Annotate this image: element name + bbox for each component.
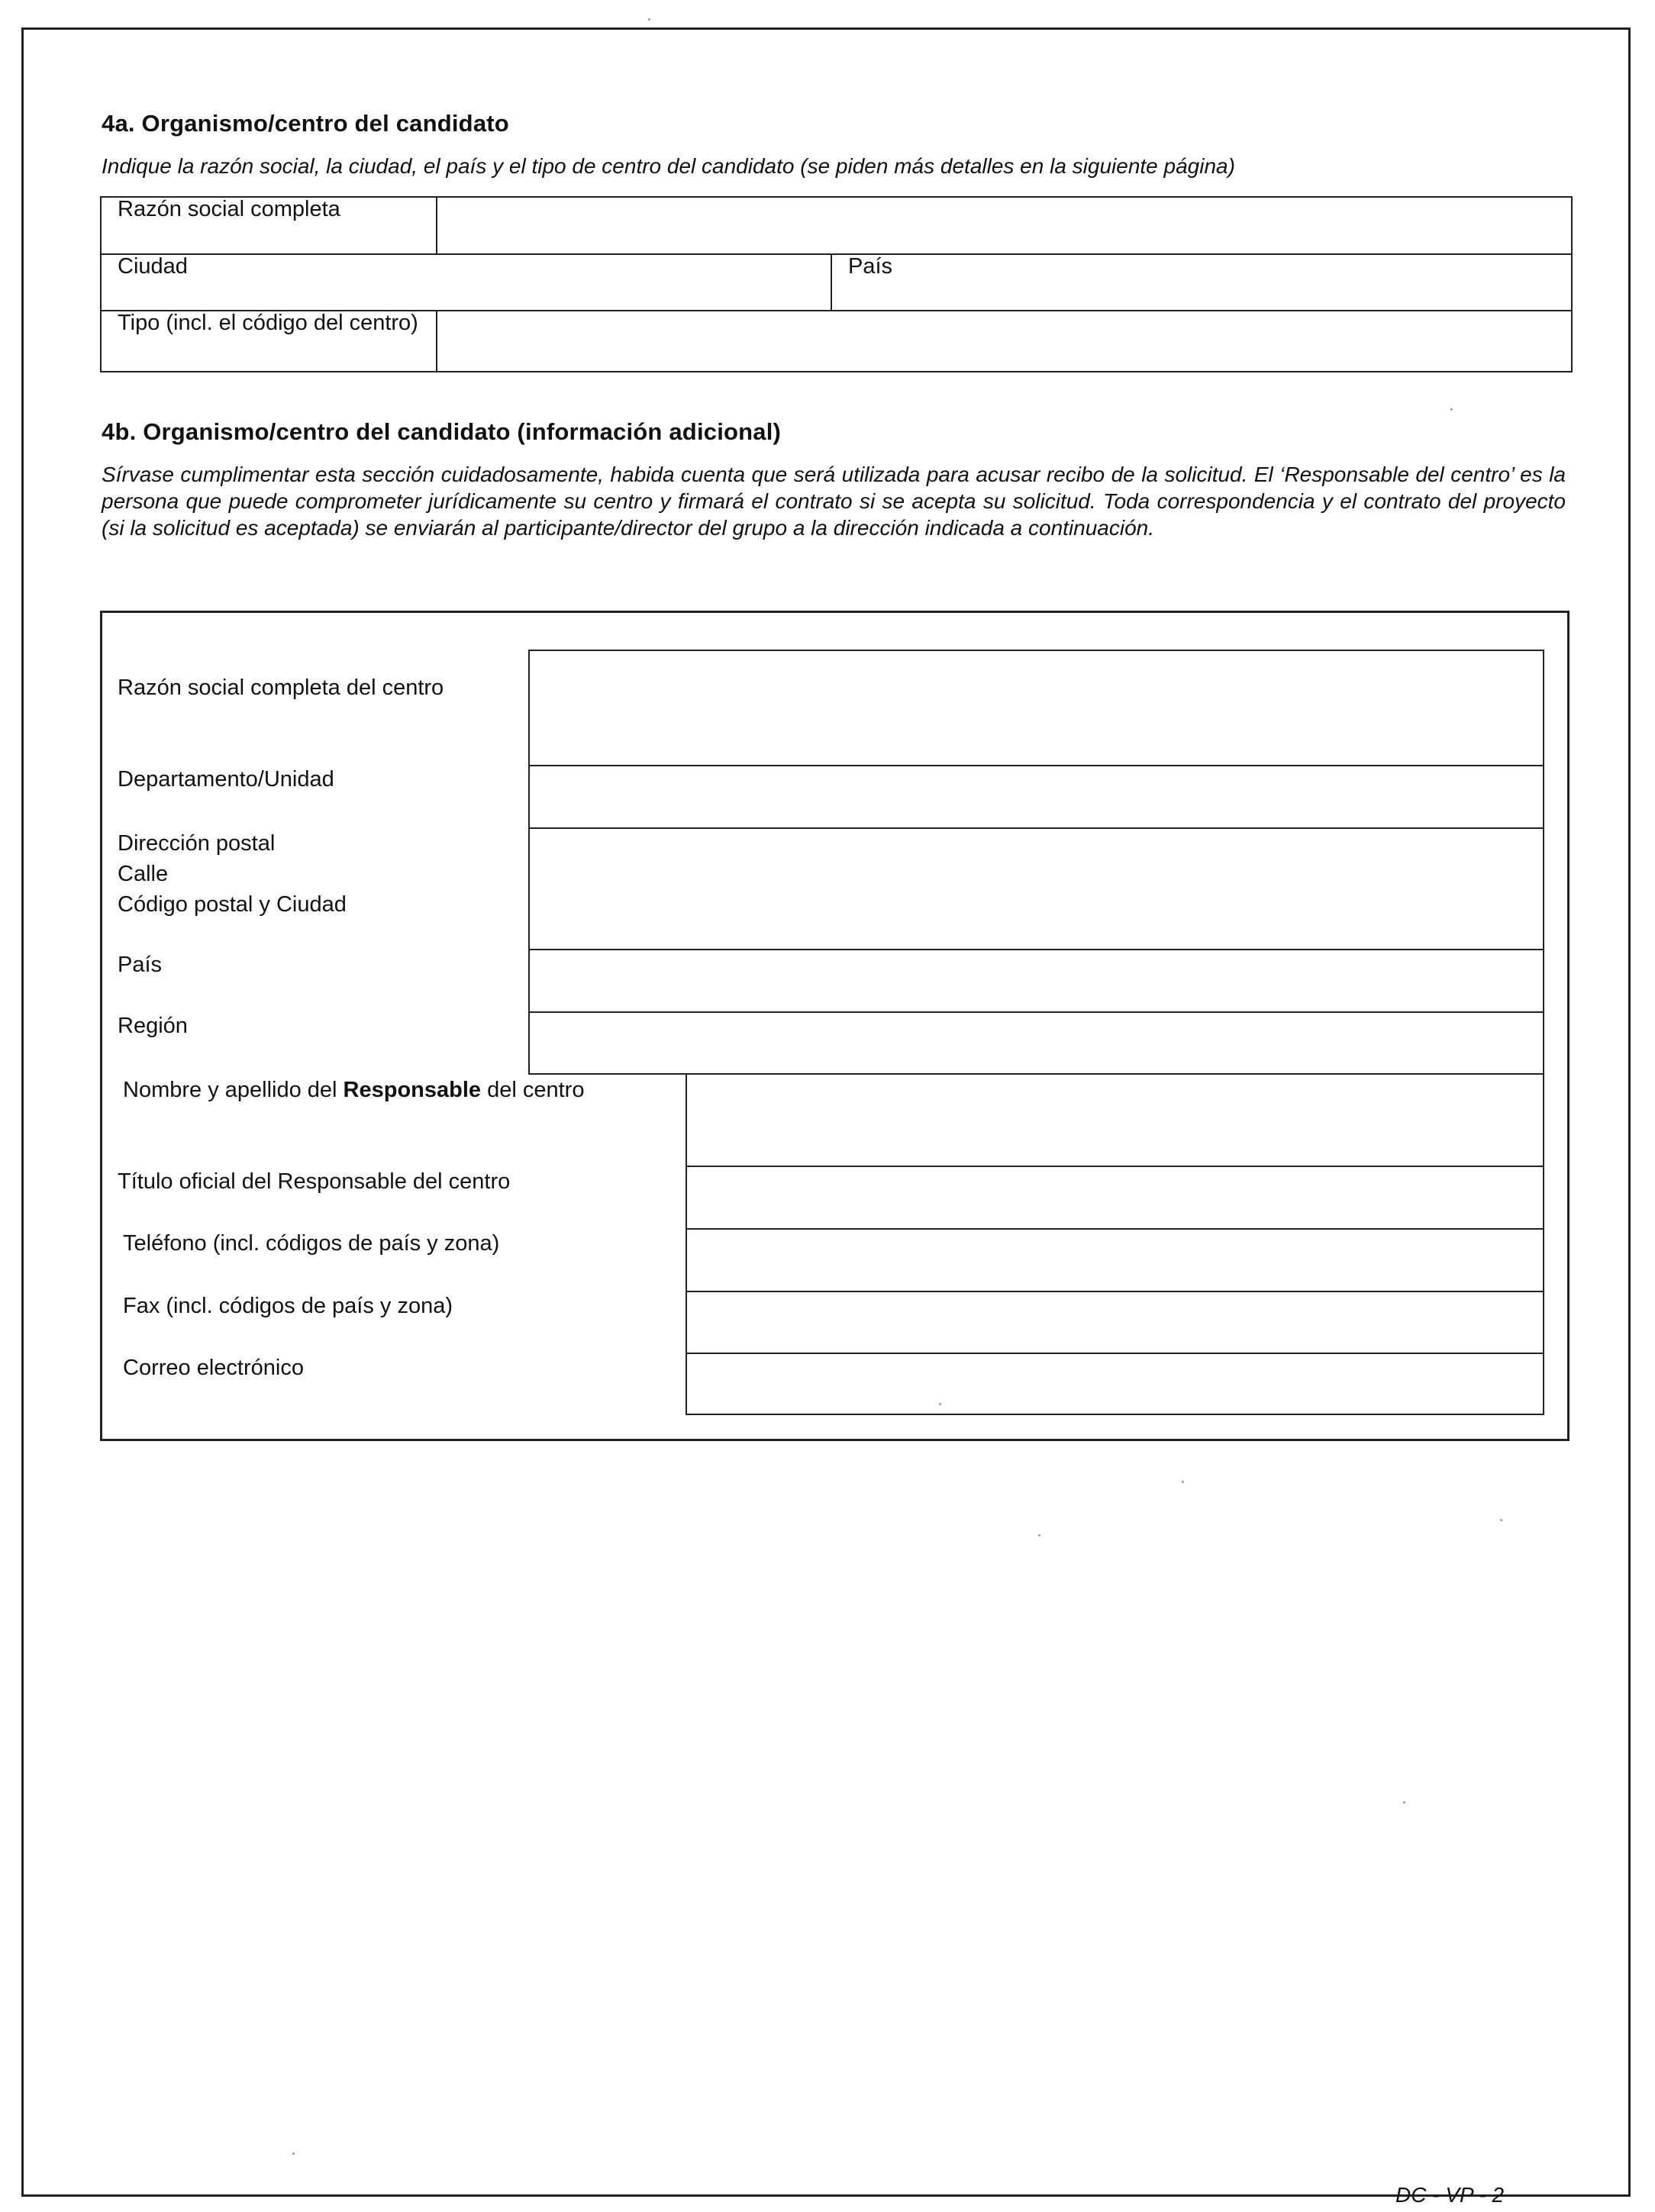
grid-divider: [686, 1353, 1544, 1354]
scan-speck: [1038, 1534, 1040, 1536]
page-code: DC - VP - 2: [1395, 2183, 1505, 2207]
grid-divider: [528, 1011, 1544, 1013]
section-4b-title: 4b. Organismo/centro del candidato (información adicional): [102, 418, 782, 445]
responsable-label-bold: Responsable: [343, 1078, 482, 1102]
telefono-label: Teléfono (incl. códigos de país y zona): [123, 1231, 500, 1256]
direccion-label-line3: Código postal y Ciudad: [118, 892, 347, 917]
grid-divider: [686, 1291, 1544, 1292]
grid-divider: [528, 949, 1544, 950]
titulo-label: Título oficial del Responsable del centro: [118, 1169, 511, 1194]
table-divider: [436, 196, 437, 253]
fax-input[interactable]: [689, 1294, 1541, 1351]
grid-divider: [528, 827, 1544, 829]
grid-divider: [686, 1414, 1544, 1415]
razon-social-input[interactable]: [439, 199, 1570, 251]
scan-speck: [939, 1403, 941, 1405]
fax-label: Fax (incl. códigos de país y zona): [123, 1294, 453, 1318]
razon-social-centro-input[interactable]: [531, 653, 1541, 763]
correo-input[interactable]: [689, 1356, 1541, 1412]
correo-label: Correo electrónico: [123, 1356, 304, 1380]
table-divider: [831, 253, 832, 310]
responsable-label: [123, 1075, 611, 1105]
departamento-input[interactable]: [531, 768, 1541, 826]
razon-social-centro-label: Razón social completa del centro: [118, 676, 444, 700]
scan-speck: [1500, 1519, 1502, 1521]
direccion-label-line2: Calle: [118, 862, 169, 886]
grid-divider: [686, 1166, 1544, 1167]
scan-speck: [292, 2152, 295, 2155]
direccion-input[interactable]: [531, 830, 1541, 947]
grid-divider: [686, 1228, 1544, 1230]
scan-speck: [1182, 1481, 1184, 1483]
tipo-label: Tipo (incl. el código del centro): [118, 311, 418, 335]
table-divider: [436, 310, 437, 372]
direccion-label-line1: Dirección postal: [118, 831, 276, 856]
responsable-label-prefix: Nombre y apellido del: [123, 1078, 344, 1102]
telefono-input[interactable]: [689, 1231, 1541, 1289]
pais-label: País: [848, 254, 893, 279]
section-4a-instructions: Indique la razón social, la ciudad, el país y el tipo de centro del candidato (se piden más detalles en la siguiente página): [102, 154, 1235, 178]
grid-divider: [528, 765, 1544, 766]
responsable-label-suffix: del centro: [481, 1078, 585, 1102]
ciudad-label: Ciudad: [118, 254, 188, 279]
region-label: Región: [118, 1014, 188, 1038]
ciudad-input[interactable]: [229, 256, 828, 308]
section-4b-instructions: Sírvase cumplimentar esta sección cuidadosamente, habida cuenta que será utilizada para acusar recibo de la solicitud. El ‘Responsable del centro’ es la persona que puede comprometer jurídicamente su centro y firmará el contrato si se acepta su solicitud. Toda correspondencia y el contrato del proyecto (si la solicitud es aceptada) se enviarán al participante/director del grupo a la dirección indicada a continuación.: [102, 463, 1566, 540]
responsable-input[interactable]: [689, 1077, 1541, 1164]
scan-speck: [1450, 408, 1453, 411]
scan-speck: [1403, 1801, 1405, 1804]
titulo-input[interactable]: [689, 1169, 1541, 1227]
grid-divider: [686, 1074, 687, 1414]
grid-divider: [1543, 1074, 1544, 1414]
scan-speck: [648, 18, 650, 21]
region-input[interactable]: [531, 1014, 1541, 1072]
table-divider: [100, 253, 1573, 255]
pais-4b-input[interactable]: [531, 952, 1541, 1010]
section-4a-title: 4a. Organismo/centro del candidato: [102, 110, 509, 137]
razon-social-label: Razón social completa: [118, 197, 340, 221]
pais-4b-label: País: [118, 953, 163, 977]
departamento-label: Departamento/Unidad: [118, 767, 334, 792]
pais-input[interactable]: [916, 256, 1570, 308]
tipo-input[interactable]: [439, 313, 1570, 370]
direccion-label: [118, 828, 347, 920]
